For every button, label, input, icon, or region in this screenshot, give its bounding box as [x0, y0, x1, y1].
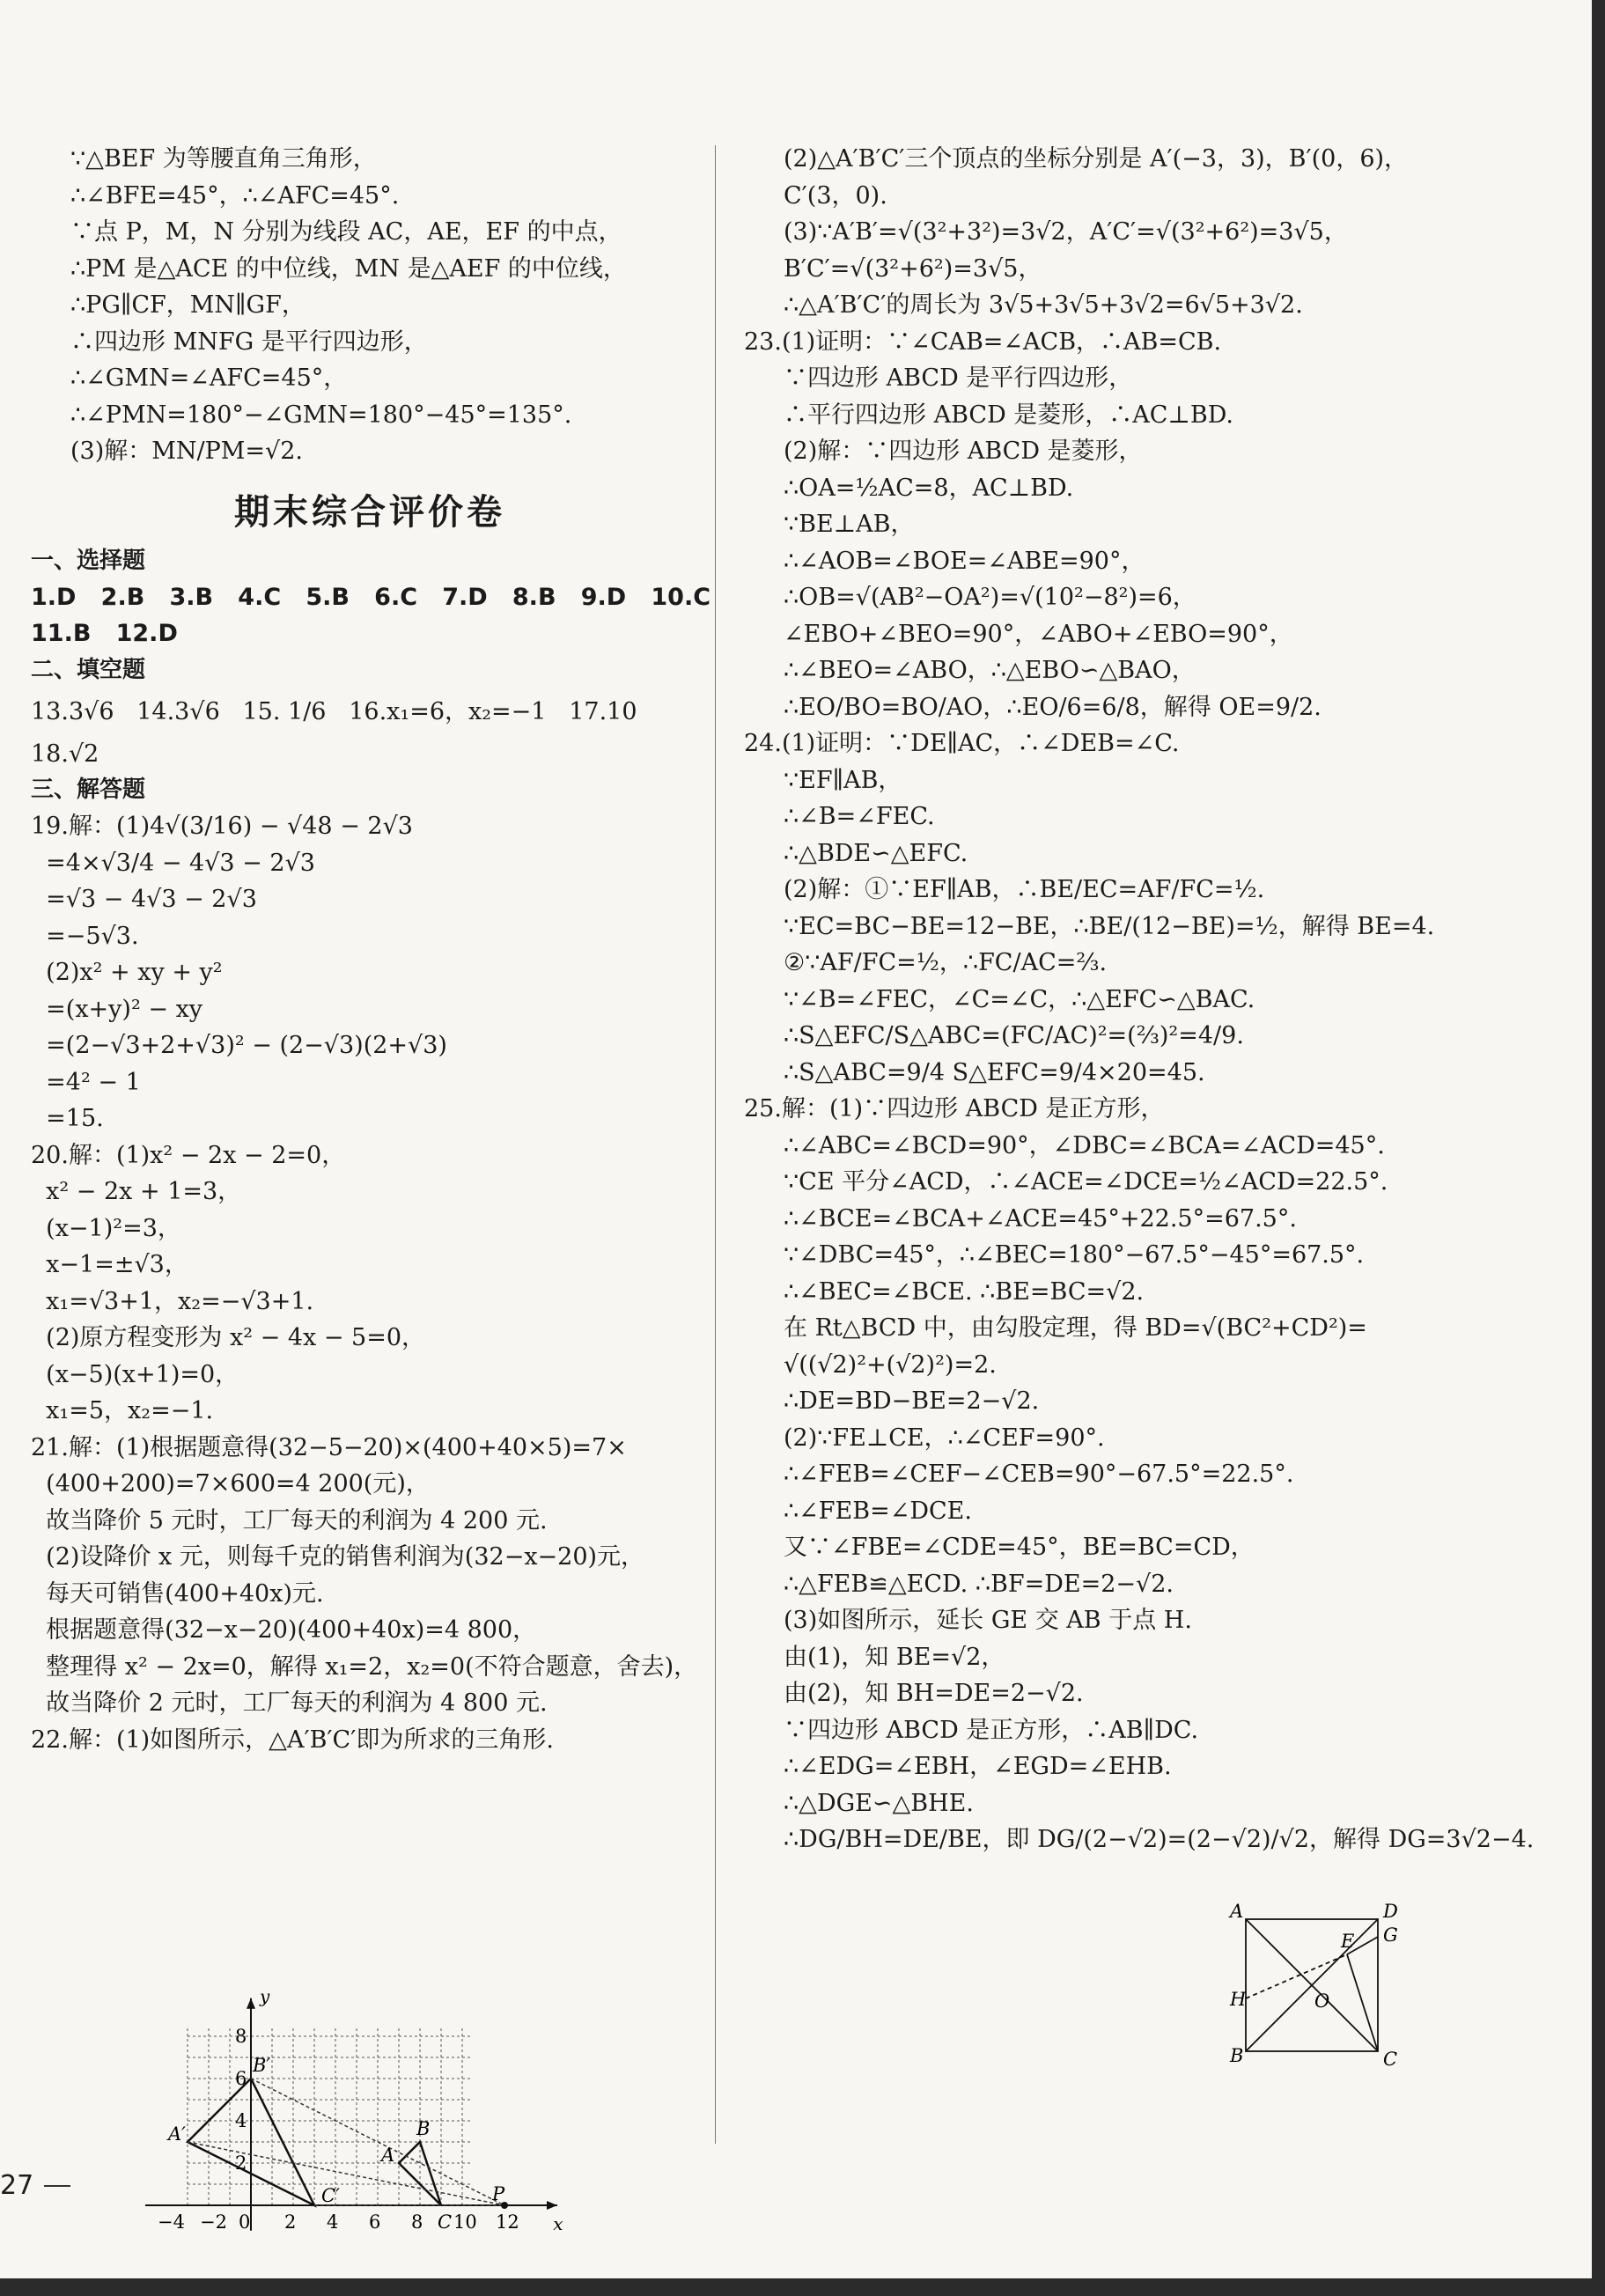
- solution-line: (2)设降价 x 元，则每千克的销售利润为(32−x−20)元，: [31, 1543, 645, 1571]
- solution-line: ∴∠ABC=∠BCD=90°，∠DBC=∠BCA=∠ACD=45°.: [784, 1131, 1385, 1159]
- point-label: B′: [253, 2055, 271, 2076]
- solution-line: √((√2)²+(√2)²)=2.: [784, 1350, 997, 1379]
- solution-line: ∴△A′B′C′的周长为 3√5+3√5+3√2=6√5+3√2.: [784, 291, 1303, 319]
- solution-line: ∵∠DBC=45°，∴∠BEC=180°−67.5°−45°=67.5°.: [784, 1241, 1365, 1269]
- solution-line: (2)△A′B′C′三个顶点的坐标分别是 A′(−3，3)，B′(0，6)，: [784, 145, 1409, 173]
- square-point-label: A: [1230, 1902, 1244, 1922]
- x-tick-label: 12: [496, 2211, 519, 2232]
- text-line: ∴∠PMN=180°−∠GMN=180°−45°=135°.: [70, 401, 572, 429]
- y-axis-arrow: [247, 1998, 255, 2009]
- solution-line: (2)∵FE⊥CE，∴∠CEF=90°.: [784, 1424, 1105, 1452]
- solution-line: ∵四边形 ABCD 是平行四边形，: [784, 364, 1133, 392]
- solution-line: 整理得 x² − 2x=0，解得 x₁=2，x₂=0(不符合题意，舍去)，: [31, 1652, 698, 1681]
- solution-line: (x−5)(x+1)=0，: [31, 1360, 239, 1388]
- solution-line: ∴∠BEO=∠ABO，∴△EBO∽△BAO，: [784, 657, 1196, 684]
- solution-line: ∴∠FEB=∠DCE.: [784, 1497, 972, 1525]
- segment-he: [1246, 1954, 1347, 1998]
- text-line: (3)解：MN/PM=√2.: [70, 438, 304, 465]
- column-divider: [715, 145, 716, 2144]
- solution-line: ∠EBO+∠BEO=90°，∠ABO+∠EBO=90°，: [784, 620, 1293, 648]
- solution-line: =(2−√3+2+√3)² − (2−√3)(2+√3): [31, 1032, 447, 1059]
- y-tick-label: 4: [235, 2110, 247, 2131]
- text-line: ∵△BEF 为等腰直角三角形，: [70, 145, 377, 173]
- x-tick-label: −4: [158, 2211, 185, 2232]
- solution-line: x₁=√3+1，x₂=−√3+1.: [31, 1287, 314, 1315]
- text-line: ∴∠BFE=45°，∴∠AFC=45°.: [70, 181, 400, 210]
- y-tick-label: 6: [235, 2068, 247, 2089]
- solution-line: 根据题意得(32−x−20)(400+40x)=4 800，: [31, 1616, 537, 1644]
- solution-line: 故当降价 5 元时，工厂每天的利润为 4 200 元.: [31, 1506, 548, 1534]
- solution-line: 在 Rt△BCD 中，由勾股定理，得 BD=√(BC²+CD²)=: [784, 1314, 1367, 1342]
- point-label: C: [438, 2211, 453, 2232]
- projection-line: [188, 2142, 504, 2205]
- solution-line: (2)原方程变形为 x² − 4x − 5=0，: [31, 1324, 426, 1351]
- point-label: A′: [168, 2123, 186, 2145]
- solution-line: 22.解：(1)如图所示，△A′B′C′即为所求的三角形.: [31, 1726, 554, 1754]
- right-column: [744, 141, 1535, 1858]
- point-label: B: [416, 2118, 431, 2139]
- square-point-label: D: [1383, 1902, 1398, 1922]
- x-axis-arrow: [547, 2201, 557, 2210]
- x-tick-label: 10: [453, 2211, 477, 2232]
- square-point-label: H: [1230, 1989, 1247, 2010]
- point-label: P: [492, 2183, 505, 2204]
- solution-line: 25.解：(1)∵四边形 ABCD 是正方形，: [744, 1095, 1165, 1122]
- section-heading: 二、填空题: [31, 656, 146, 683]
- solution-line: 21.解：(1)根据题意得(32−5−20)×(400+40×5)=7×: [31, 1433, 627, 1461]
- y-tick-label: 8: [235, 2026, 247, 2047]
- solution-line: 24.(1)证明：∵DE∥AC，∴∠DEB=∠C.: [744, 730, 1180, 757]
- section-heading: 三、解答题: [31, 776, 146, 803]
- solution-line: ∴△BDE∽△EFC.: [784, 839, 968, 867]
- page-number: 27: [0, 2170, 34, 2201]
- solution-line: =√3 − 4√3 − 2√3: [31, 886, 257, 913]
- text-line: ∴PM 是△ACE 的中位线，MN 是△AEF 的中位线，: [70, 254, 627, 283]
- solution-line: ∴OB=√(AB²−OA²)=√(10²−8²)=6，: [784, 584, 1196, 611]
- solution-line: (2)解：∵四边形 ABCD 是菱形，: [784, 438, 1143, 465]
- solution-line: ∵∠B=∠FEC，∠C=∠C，∴△EFC∽△BAC.: [784, 985, 1255, 1013]
- solution-line: ∵CE 平分∠ACD，∴∠ACE=∠DCE=½∠ACD=22.5°.: [784, 1168, 1388, 1196]
- page-number-dash: [44, 2185, 70, 2187]
- solution-line: (x−1)²=3，: [31, 1214, 181, 1242]
- solution-line: ∴△DGE∽△BHE.: [784, 1789, 974, 1817]
- solution-line: ∴S△ABC=9/4 S△EFC=9/4×20=45.: [784, 1058, 1205, 1086]
- answer-line: 13.3√6 14.3√6 15. 1/6 16.x₁=6，x₂=−1 17.10: [31, 697, 637, 725]
- coordinate-graph: [119, 1906, 647, 2232]
- x-tick-label: −2: [200, 2211, 227, 2232]
- text-line: ∴四边形 MNFG 是平行四边形，: [70, 327, 428, 356]
- left-column: [31, 141, 709, 1758]
- solution-line: =(x+y)² − xy: [31, 995, 203, 1023]
- solution-line: ∴S△EFC/S△ABC=(FC/AC)²=(⅔)²=4/9.: [784, 1022, 1244, 1049]
- solution-line: 23.(1)证明：∵∠CAB=∠ACB，∴AB=CB.: [744, 327, 1222, 356]
- page-edge-right: [1592, 0, 1605, 2296]
- text-line: ∴∠GMN=∠AFC=45°，: [70, 364, 348, 392]
- solution-line: =4² − 1: [31, 1068, 141, 1096]
- square-point-label: B: [1230, 2045, 1244, 2066]
- answer-line: 1.D 2.B 3.B 4.C 5.B 6.C 7.D 8.B 9.D 10.C: [31, 583, 711, 611]
- solution-line: x₁=5，x₂=−1.: [31, 1397, 214, 1424]
- square-point-label: C: [1383, 2049, 1398, 2069]
- solution-line: (3)∵A′B′=√(3²+3²)=3√2，A′C′=√(3²+6²)=3√5，: [784, 218, 1348, 246]
- y-axis-label: y: [260, 1985, 270, 2007]
- answer-line: 11.B 12.D: [31, 620, 178, 647]
- solution-line: (400+200)=7×600=4 200(元)，: [31, 1470, 430, 1498]
- square-point-label: E: [1341, 1931, 1355, 1952]
- solution-line: 由(1)，知 BE=√2，: [784, 1643, 1005, 1671]
- x-tick-label: 2: [284, 2211, 297, 2232]
- solution-line: ∵BE⊥AB，: [784, 511, 915, 538]
- solution-line: ∴平行四边形 ABCD 是菱形，∴AC⊥BD.: [784, 401, 1233, 429]
- x-axis-label: x: [553, 2213, 563, 2232]
- x-tick-label: 8: [411, 2211, 423, 2232]
- solution-line: ∴△FEB≌△ECD. ∴BF=DE=2−√2.: [784, 1570, 1174, 1598]
- solutions-block: [31, 808, 709, 1758]
- solution-line: ②∵AF/FC=½，∴FC/AC=⅔.: [784, 949, 1108, 976]
- exam-title: 期末综合评价卷: [234, 491, 505, 533]
- solution-line: 19.解：(1)4√(3/16) − √48 − 2√3: [31, 813, 413, 840]
- solution-line: ∴OA=½AC=8，AC⊥BD.: [784, 474, 1074, 502]
- solution-line: 又∵∠FBE=∠CDE=45°，BE=BC=CD，: [784, 1534, 1255, 1561]
- solution-line: (2)解：①∵EF∥AB，∴BE/EC=AF/FC=½.: [784, 876, 1265, 903]
- solution-line: ∴∠B=∠FEC.: [784, 803, 935, 830]
- text-line: ∴PG∥CF，MN∥GF，: [70, 291, 306, 319]
- solution-line: ∴DG/BH=DE/BE，即 DG/(2−√2)=(2−√2)/√2，解得 DG=3√2−4.: [784, 1826, 1535, 1853]
- solution-line: =−5√3.: [31, 922, 139, 950]
- point-label: A: [381, 2145, 395, 2166]
- solution-line: 故当降价 2 元时，工厂每天的利润为 4 800 元.: [31, 1689, 548, 1717]
- solution-line: x−1=±√3，: [31, 1251, 188, 1278]
- solution-line: ∴∠BCE=∠BCA+∠ACE=45°+22.5°=67.5°.: [784, 1204, 1297, 1233]
- x-tick-label: 6: [369, 2211, 381, 2232]
- square-figure: [1219, 1902, 1404, 2069]
- solution-line: B′C′=√(3²+6²)=3√5，: [784, 254, 1042, 283]
- y-tick-label: 2: [235, 2152, 247, 2174]
- solution-line: ∴EO/BO=BO/AO，∴EO/6=6/8，解得 OE=9/2.: [784, 693, 1322, 721]
- solution-line: ∴∠FEB=∠CEF−∠CEB=90°−67.5°=22.5°.: [784, 1461, 1294, 1488]
- solution-line: 每天可销售(400+40x)元.: [31, 1579, 324, 1608]
- solution-line: C′(3，0).: [784, 181, 887, 210]
- solution-line: (3)如图所示，延长 GE 交 AB 于点 H.: [784, 1607, 1192, 1634]
- solution-line: =4×√3/4 − 4√3 − 2√3: [31, 849, 315, 877]
- solution-line: x² − 2x + 1=3，: [31, 1178, 242, 1205]
- solution-line: ∴∠EDG=∠EBH，∠EGD=∠EHB.: [784, 1753, 1172, 1780]
- answer-line: 18.√2: [31, 740, 99, 768]
- x-tick-label: 4: [327, 2211, 339, 2232]
- square-point-label: G: [1383, 1924, 1398, 1946]
- solution-line: ∵EF∥AB，: [784, 766, 902, 794]
- x-tick-label: 0: [239, 2211, 251, 2232]
- page-edge-bottom: [0, 2278, 1605, 2296]
- solution-line: (2)x² + xy + y²: [31, 959, 223, 986]
- solution-line: ∵四边形 ABCD 是正方形，∴AB∥DC.: [784, 1716, 1199, 1744]
- text-line: ∵点 P，M，N 分别为线段 AC，AE，EF 的中点，: [70, 218, 622, 246]
- solution-line: ∴∠BEC=∠BCE. ∴BE=BC=√2.: [784, 1277, 1145, 1306]
- section-heading: 一、选择题: [31, 547, 146, 574]
- solution-line: ∵EC=BC−BE=12−BE，∴BE/(12−BE)=½，解得 BE=4.: [784, 912, 1435, 940]
- solution-line: 20.解：(1)x² − 2x − 2=0，: [31, 1141, 346, 1169]
- solution-line: ∴DE=BD−BE=2−√2.: [784, 1387, 1040, 1415]
- solution-line: =15.: [31, 1105, 104, 1132]
- square-point-label: O: [1314, 1991, 1330, 2012]
- solution-line: 由(2)，知 BH=DE=2−√2.: [784, 1680, 1084, 1707]
- solution-line: ∴∠AOB=∠BOE=∠ABE=90°，: [784, 547, 1145, 575]
- point-label: C′: [321, 2185, 340, 2206]
